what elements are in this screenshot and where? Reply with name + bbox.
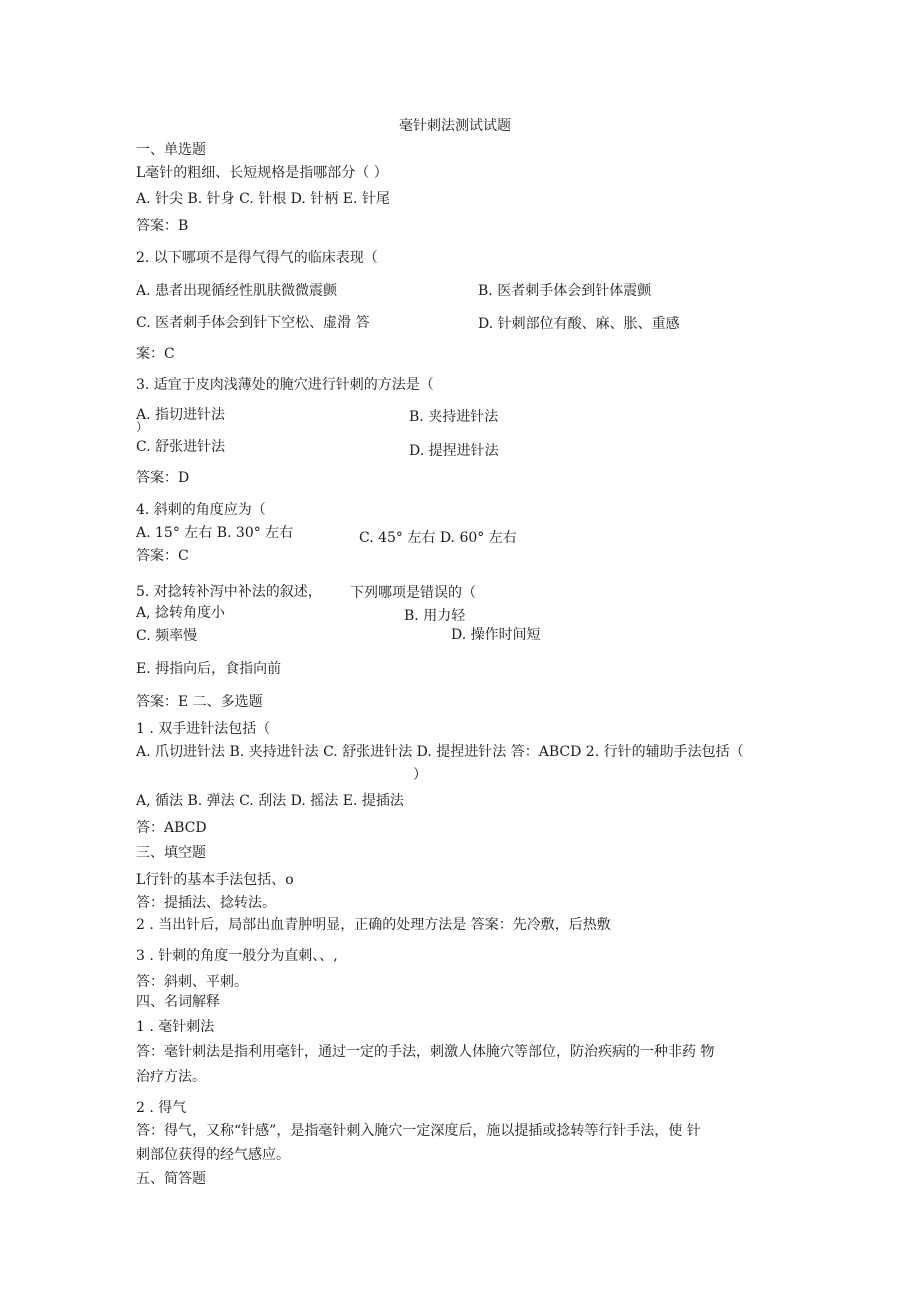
fill-q1-answer: 答：提插法、捻转法。 (136, 895, 276, 911)
section-heading-short-answer: 五、简答题 (136, 1171, 206, 1187)
q5-option-b: B. 用力轻 (404, 608, 466, 624)
q2-option-b: B. 医者刺手体会到针体震颤 (478, 283, 652, 299)
q5-stem-part1: 5. 对捻转补泻中补法的叙述， (136, 584, 322, 600)
fill-q2: 2 . 当出针后，局部出血青肿明显，正确的处理方法是 答案：先冷敷，后热敷 (136, 917, 611, 933)
q4-answer: 答案：C (136, 548, 189, 564)
q5-option-d: D. 操作时间短 (451, 627, 541, 643)
q1-answer: 答案：B (136, 218, 189, 234)
q2-answer: 案：C (136, 346, 175, 362)
q5-option-a: A, 捻转角度小 (136, 605, 226, 621)
multi-q2-answer: 答：ABCD (136, 820, 207, 836)
q2-option-a: A. 患者出现循经性肌肤微微震颤 (136, 283, 338, 299)
fill-q3-answer: 答：斜刺、平刺。 (136, 974, 248, 990)
q3-stem: 3. 适宜于皮肉浅薄处的腌穴进行针刺的方法是（ (136, 377, 434, 393)
term1-definition-line1: 答：毫针刺法是指利用毫针，通过一定的手法，刺激人体腌穴等部位，防治疾病的一种非药 物 (136, 1044, 715, 1060)
multi-q2-paren: ） (413, 767, 427, 783)
q5-option-e: E. 拇指向后，食指向前 (136, 661, 282, 677)
term2-title: 2 . 得气 (136, 1100, 187, 1116)
q4-options-ab: A. 15° 左右 B. 30° 左右 (136, 525, 294, 541)
fill-q3: 3 . 针刺的角度一般分为直刺、、, (136, 948, 338, 964)
q5-option-c: C. 频率慢 (136, 628, 198, 644)
section-heading-multi-choice: 答案：E 二、多选题 (136, 694, 263, 710)
q2-option-d: D. 针刺部位有酸、麻、胀、重感 (478, 316, 680, 332)
term2-definition-line1: 答：得气，又称“针感”，是指毫针刺入腌穴一定深度后，施以提插或捻转等行针手法，使 针 (136, 1123, 701, 1139)
section-heading-single-choice: 一、单选题 (136, 142, 206, 158)
q3-answer: 答案：D (136, 470, 190, 486)
q3-paren: ） (136, 420, 149, 434)
term1-definition-line2: 治疗方法。 (136, 1069, 206, 1085)
q3-option-b: B. 夹持进针法 (409, 409, 499, 425)
page-title: 毫针刺法测试试题 (399, 118, 511, 134)
term2-definition-line2: 刺部位获得的经气感应。 (136, 1147, 290, 1163)
multi-q2-options: A, 循法 B. 弹法 C. 刮法 D. 摇法 E. 提插法 (136, 793, 404, 809)
q4-options-cd: C. 45° 左右 D. 60° 左右 (359, 530, 517, 546)
term1-title: 1 . 毫针刺法 (136, 1019, 215, 1035)
q2-stem: 2. 以下哪项不是得气得气的临床表现（ (136, 250, 378, 266)
q1-stem: L毫针的粗细、长短规格是指哪部分（ ） (136, 165, 388, 181)
q2-option-c: C. 医者刺手体会到针下空松、虚滑 答 (136, 315, 370, 331)
q3-option-a: A. 指切进针法 (136, 407, 226, 423)
q3-option-d: D. 提捏进针法 (409, 443, 499, 459)
q4-stem: 4. 斜刺的角度应为（ (136, 502, 266, 518)
q1-options: A. 针尖 B. 针身 C. 针根 D. 针柄 E. 针尾 (136, 191, 390, 207)
multi-q1-options-line: A. 爪切进针法 B. 夹持进针法 C. 舒张进针法 D. 提捏进针法 答：ABCD 2. 行针的辅助手法包括（ (136, 744, 744, 760)
section-heading-fill-blank: 三、填空题 (136, 845, 206, 861)
fill-q1: L行针的基本手法包括、o (136, 872, 294, 888)
q5-stem-part2: 下列哪项是错误的（ (350, 585, 476, 601)
section-heading-term-explanation: 四、名词解释 (136, 994, 220, 1010)
q3-option-c: C. 舒张进针法 (136, 439, 226, 455)
multi-q1-stem: 1 . 双手进针法包括（ (136, 721, 271, 737)
